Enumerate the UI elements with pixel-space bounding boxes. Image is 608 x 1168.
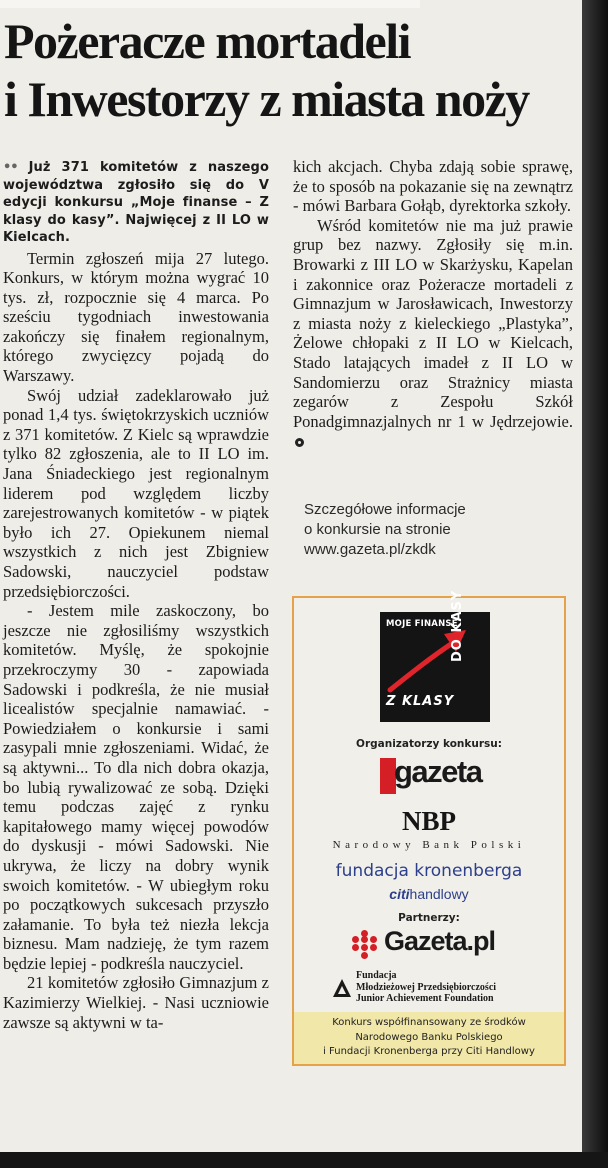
nbp-logo: NBP: [402, 806, 456, 836]
gazeta-pl-dots-icon: [350, 930, 380, 960]
info-url: www.gazeta.pl/zkdk: [304, 541, 436, 558]
lead-text: Już 371 komitetów z naszego województwa zgłosiło się do V edycji konkursu „Moje finanse – Z klasy do kasy”. Najwięcej z II LO w Kielcach.: [3, 160, 269, 245]
fundacja-line: Młodzieżowej Przedsiębiorczości: [356, 981, 497, 993]
logo-bottom-text: Z KLASY: [386, 694, 455, 709]
article-column-left: [3, 157, 269, 1032]
organizers-label: Organizatorzy konkursu:: [356, 738, 502, 750]
paragraph: Swój udział zadeklarowało już ponad 1,4 tys. świętokrzyskich uczniów z 371 komitetów. Z Kielc są wprawdzie tylko 82 zgłoszenia, ale to II LO im. Jana Śniadeckiego jest regionalnym liderem pod względem liczby zarejestrowanych komitetów - w piątek było ich 27. Opiekunem niemal wszystkich z nich jest Zbigniew Sadowski, nauczyciel podstaw przedsiębiorczości.: [3, 385, 269, 601]
paragraph-text: Wśród komitetów nie ma już prawie grup bez nazwy. Zgłosiły się m.in. Browarki z III LO w Skarżysku, Kapelan i zakonnice oraz Pożeracze mortadeli z Gimnazjum w Jarosławicach, Inwestorzy z miasta noży z kieleckiego „Plastyka”, Żelowe chłopaki z II LO w Kielcach, Stado latających imadeł z II LO w Sandomierzu oraz Strażnicy miasta zegarów z Zespołu Szkół Ponadgimnazjalnych nr 1 w Jędrzejowie.: [293, 215, 573, 431]
paragraph: kich akcjach. Chyba zdają sobie sprawę, że to sposób na pokazanie się na zewnątrz - mówi Barbara Gołąb, dyrektorka szkoły.: [293, 157, 573, 216]
paragraph: - Jestem mile zaskoczony, bo jeszcze nie zgłosiliśmy wszystkich komitetów. Myślę, że spokojnie przekroczymy 30 - zapowiada Sadowski i podkreśla, że nie musiał licealistów specjalnie namawiać. - Powiedziałem o konkursie i sami zasypali mnie zgłoszeniami. Widać, że są aktywni... To dla nich dobra okazja, bo lubią rywalizować ze sobą. Dzięki temu podczas zajęć z rynku kapitałowego mamy więcej powodów do dyskusji - mówi Sadowski. Nie ukrywa, że liczy na dobry wynik swoich komitetów. - W ubiegłym roku po początkowych sukcesach przyszło załamanie. To była też niezła lekcja biznesu. Mam nadzieję, że tym razem będzie lepiej - podkreśla nauczyciel.: [3, 601, 269, 973]
paragraph: Termin zgłoszeń mija 27 lutego. Konkurs, w którym można wygrać 10 tys. zł, rozpocznie się 4 marca. Po sześciu tygodniach inwestowania zakończy się finałem regionalnym, którego zwycięzcy pojadą do Warszawy.: [3, 248, 269, 386]
fundacja-logo: [332, 970, 562, 1012]
kronenberg-foundation-logo: fundacja kronenberga: [335, 861, 523, 881]
fundacja-line: Junior Achievement Foundation: [356, 993, 494, 1004]
headline-line-2: i Inwestorzy z miasta noży: [4, 71, 529, 127]
logo-top-text: MOJE FINANSE: [386, 619, 458, 629]
citi-suffix: handlowy: [409, 886, 469, 902]
end-of-article-icon: [295, 438, 304, 447]
fundacja-triangle-icon: [332, 978, 352, 998]
scan-border-right: [582, 0, 608, 1168]
info-line: Szczegółowe informacje: [304, 501, 466, 518]
cofund-line: Konkurs współfinansowany ze środków: [332, 1017, 526, 1028]
paragraph: [293, 216, 573, 451]
contest-logo: [380, 589, 490, 722]
cofund-line: Narodowego Banku Polskiego: [355, 1031, 503, 1043]
cofunding-note: [294, 1012, 564, 1064]
partners-label: Partnerzy:: [398, 912, 460, 924]
logo-side-text: DO KASY: [450, 589, 465, 662]
top-paper-strip: [0, 0, 420, 8]
fundacja-line: Fundacja: [356, 970, 397, 981]
more-info-note: [304, 500, 564, 560]
nbp-full-name: Narodowy Bank Polski: [332, 839, 526, 851]
scan-border-bottom: [0, 1152, 608, 1168]
headline-line-1: Pożeracze mortadeli: [4, 13, 410, 69]
citi-handlowy-logo: [294, 886, 564, 902]
lead-bullets-icon: ••: [3, 160, 18, 175]
cofund-line: i Fundacji Kronenberga przy Citi Handlowy: [323, 1046, 535, 1057]
paragraph: 21 komitetów zgłosiło Gimnazjum z Kazimierzy Wielkiej. - Nasi uczniowie zawsze są aktywni w ta-: [3, 973, 269, 1032]
gazeta-pl-wordmark: Gazeta.pl: [384, 926, 496, 956]
contest-sponsor-box: [292, 589, 566, 1066]
article-column-right: [293, 157, 573, 451]
article-headline: [4, 12, 574, 128]
fundacja-text: [356, 970, 496, 1005]
info-line: o konkursie na stronie: [304, 521, 451, 538]
article-lead: [3, 159, 269, 247]
gazeta-wordmark: gazeta: [394, 754, 482, 789]
citi-prefix: citi: [389, 886, 410, 902]
